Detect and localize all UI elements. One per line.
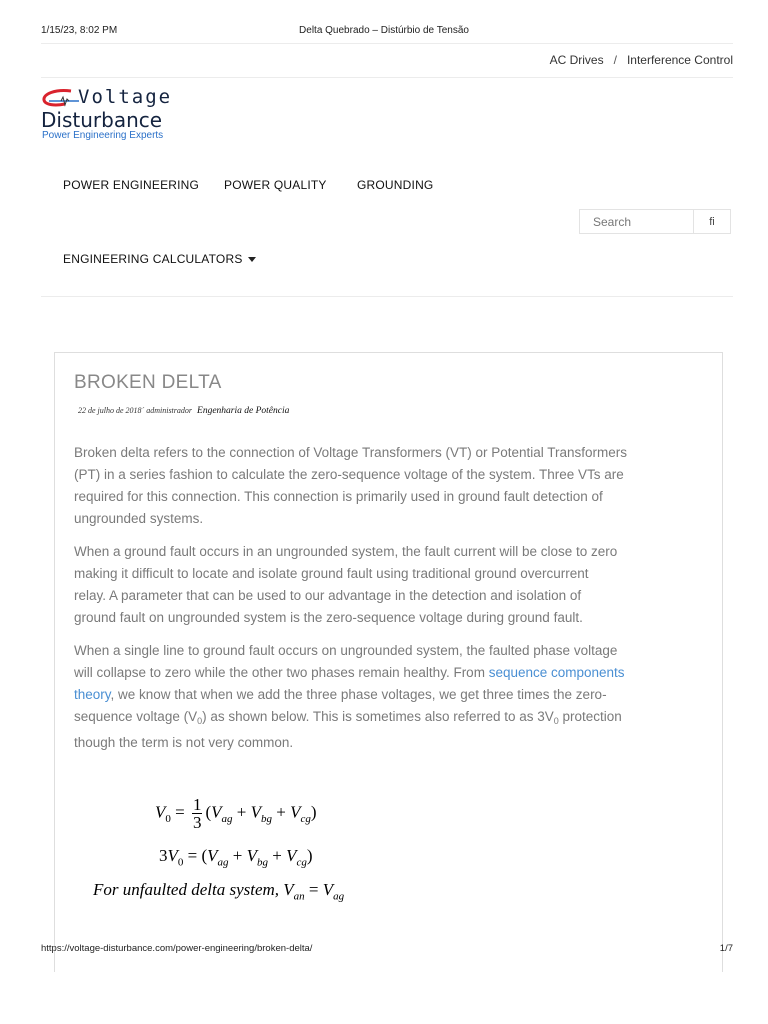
logo-swoosh-icon [41, 88, 83, 110]
eq-equals: = [187, 846, 198, 865]
text-line [74, 662, 706, 684]
eq-text: For unfaulted delta system, [93, 880, 280, 899]
text-fragment: sequence voltage (V [74, 709, 198, 724]
menu-grounding[interactable]: GROUNDING [357, 178, 434, 192]
logo-line2: Disturbance [41, 108, 163, 132]
search-button[interactable] [693, 210, 730, 233]
text-fragment: , we know that when we add the three phase voltages, we get three times the zero- [110, 687, 607, 702]
eq-symbol: V [211, 802, 222, 822]
eq-symbol: V [207, 846, 218, 865]
eq-symbol: V [286, 846, 297, 865]
eq-sub: 0 [165, 812, 171, 825]
text-line: Broken delta refers to the connection of Voltage Transformers (VT) or Potential Transformers [74, 445, 628, 460]
site-logo[interactable] [41, 86, 191, 146]
author-icon: ´ [141, 406, 145, 415]
paragraph-2 [74, 541, 706, 629]
paragraph-1 [74, 442, 706, 530]
eq-plus: + [236, 802, 247, 822]
eq-sub: ag [221, 812, 233, 825]
menu-power-engineering[interactable]: POWER ENGINEERING [63, 178, 200, 192]
topnav-divider [41, 77, 733, 78]
eq-coefficient: 3 [159, 846, 168, 865]
print-page-number: 1/7 [719, 943, 733, 954]
eq-paren: ) [310, 802, 317, 822]
eq-symbol: V [290, 802, 301, 822]
text-line: When a ground fault occurs in an ungrounded system, the fault current will be close to zero [74, 544, 618, 559]
equation-unfaulted [93, 880, 344, 902]
text-line [74, 706, 706, 732]
text-fragment: will collapse to zero while the other two phases remain healthy. From [74, 665, 489, 680]
text-fragment: ) as shown below. This is sometimes also referred to as 3V [202, 709, 554, 724]
text-line: (PT) in a series fashion to calculate the zero-sequence voltage of the system. Three VTs are [74, 467, 624, 482]
text-line: making it difficult to locate and isolate ground fault using traditional ground overcurrent [74, 566, 589, 581]
print-url: https://voltage-disturbance.com/power-engineering/broken-delta/ [41, 943, 313, 954]
search-icon: fi [709, 215, 715, 228]
eq-symbol: V [283, 880, 294, 899]
eq-sub: cg [296, 856, 307, 869]
eq-equals: = [308, 880, 319, 899]
text-fragment: protection [558, 709, 622, 724]
text-line: relay. A parameter that can be used to our advantage in the detection and isolation of [74, 588, 582, 603]
text-line: When a single line to ground fault occurs on ungrounded system, the faulted phase voltage [74, 643, 618, 658]
menu-engineering-calculators[interactable] [63, 252, 256, 266]
article-category[interactable]: Engenharia de Potência [197, 406, 290, 416]
eq-paren: ( [201, 846, 208, 865]
chevron-down-icon [248, 257, 256, 262]
eq-sub: bg [261, 812, 273, 825]
eq-numerator: 1 [192, 795, 202, 814]
eq-sub: an [293, 890, 305, 903]
top-nav [550, 53, 733, 67]
eq-paren: ( [205, 802, 212, 822]
print-datetime: 1/15/23, 8:02 PM [41, 25, 118, 36]
text-line: ground fault on ungrounded system is the zero-sequence voltage during ground fault. [74, 610, 583, 625]
eq-symbol: V [246, 846, 258, 865]
equation-v0 [155, 796, 317, 831]
sequence-components-link-cont[interactable]: theory [74, 687, 111, 702]
subscript: 0 [197, 716, 203, 726]
menu-engineering-calculators-label: ENGINEERING CALCULATORS [63, 252, 243, 266]
eq-plus: + [272, 846, 282, 865]
text-line: ungrounded systems. [74, 511, 204, 526]
menu-power-quality[interactable]: POWER QUALITY [224, 178, 327, 192]
logo-line1: Voltage [78, 86, 173, 108]
subscript: 0 [553, 716, 559, 726]
paragraph-3 [74, 640, 706, 754]
eq-symbol: V [155, 802, 166, 822]
header-divider [41, 43, 733, 44]
eq-symbol: V [167, 846, 178, 865]
search-box [579, 209, 731, 234]
text-line: required for this connection. This connection is primarily used in ground fault detection of [74, 489, 603, 504]
sequence-components-link[interactable]: sequence components [488, 665, 625, 680]
text-line: though the term is not very common. [74, 735, 294, 750]
eq-sub: ag [217, 856, 229, 869]
article-card [54, 352, 723, 972]
eq-symbol: V [250, 802, 262, 822]
eq-sub: 0 [177, 856, 184, 869]
article-meta [74, 405, 289, 416]
top-nav-separator: / [613, 53, 617, 67]
eq-paren: ) [306, 846, 313, 865]
eq-symbol: V [322, 880, 334, 899]
print-doc-title: Delta Quebrado – Distúrbio de Tensão [299, 25, 469, 36]
text-line [74, 684, 706, 706]
eq-sub: cg [300, 812, 311, 825]
article-date[interactable]: 22 de julho de 2018 [78, 406, 142, 415]
eq-sub: bg [257, 856, 269, 869]
article-author[interactable]: administrador [146, 406, 193, 415]
eq-plus: + [276, 802, 286, 822]
eq-denominator: 3 [192, 813, 202, 832]
eq-plus: + [232, 846, 243, 865]
equation-3v0 [159, 846, 313, 868]
article-title: BROKEN DELTA [74, 372, 222, 393]
top-nav-link-ac-drives[interactable]: AC Drives [549, 53, 604, 67]
eq-sub: ag [333, 890, 345, 903]
menu-divider [41, 296, 733, 297]
print-footer [41, 943, 733, 954]
logo-tagline: Power Engineering Experts [42, 130, 164, 141]
top-nav-link-interference-control[interactable]: Interference Control [626, 53, 733, 67]
eq-fraction [192, 796, 203, 831]
search-input[interactable] [580, 210, 708, 233]
eq-equals: = [175, 802, 185, 822]
